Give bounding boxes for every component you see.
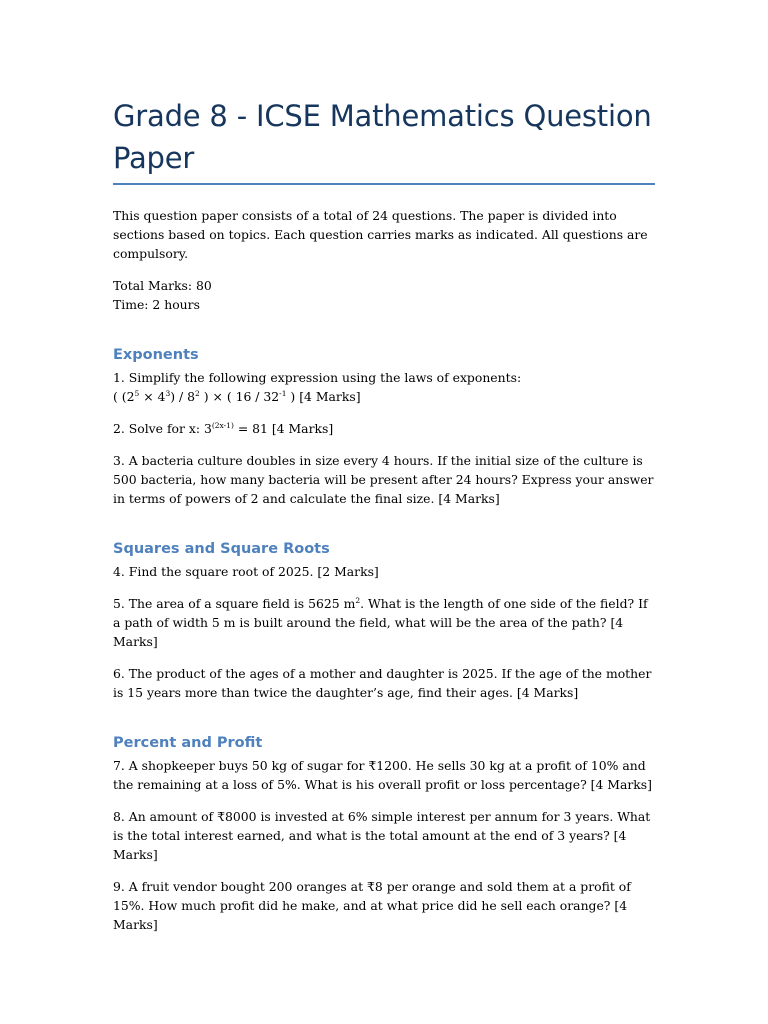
expr-part: 2. Solve for x: 3 xyxy=(113,421,212,436)
exam-info xyxy=(113,276,655,314)
question-4: 4. Find the square root of 2025. [2 Marks] xyxy=(113,564,379,579)
exponent: 5 xyxy=(134,389,140,398)
expr-part: ( (2 xyxy=(113,389,135,404)
question-3: 3. A bacteria culture doubles in size every 4 hours. If the initial size of the culture is 500 bacteria, how many bacteria will be present after 24 hours? Express your answer in terms of powers of 2 and calculate the final size. [4 Marks] xyxy=(113,453,654,506)
expr-part: 5. The area of a square field is 5625 m xyxy=(113,596,356,611)
title-divider xyxy=(113,183,655,185)
question-2 xyxy=(113,419,655,438)
time-allowed: Time: 2 hours xyxy=(113,297,200,312)
document-page xyxy=(113,0,655,934)
exponent: 2 xyxy=(195,389,200,398)
question-1-prompt: 1. Simplify the following expression using the laws of exponents: xyxy=(113,370,522,385)
question-1-expression xyxy=(113,387,655,406)
question-5 xyxy=(113,594,655,651)
exponent: -1 xyxy=(279,389,287,398)
exponent: 2 xyxy=(355,596,361,605)
section-heading-exponents: Exponents xyxy=(113,347,199,363)
exponent: 3 xyxy=(165,389,171,398)
question-1 xyxy=(113,368,655,406)
total-marks: Total Marks: 80 xyxy=(113,278,212,293)
question-9: 9. A fruit vendor bought 200 oranges at ₹8 per orange and sold them at a profit of 15%. How much profit did he make, and at what price did he sell each orange? [4 Marks] xyxy=(113,879,631,932)
question-8: 8. An amount of ₹8000 is invested at 6% simple interest per annum for 3 years. What is the total interest earned, and what is the total amount at the end of 3 years? [4 Marks] xyxy=(113,809,651,862)
question-7: 7. A shopkeeper buys 50 kg of sugar for ₹1200. He sells 30 kg at a profit of 10% and the remaining at a loss of 5%. What is his overall profit or loss percentage? [4 Marks] xyxy=(113,758,652,792)
question-6: 6. The product of the ages of a mother and daughter is 2025. If the age of the mother is 15 years more than twice the daughter’s age, find their ages. [4 Marks] xyxy=(113,666,652,700)
expr-part: ) × ( 16 / 32 xyxy=(199,389,280,404)
section-heading-percent-profit: Percent and Profit xyxy=(113,735,263,751)
expr-part: = 81 [4 Marks] xyxy=(233,421,334,436)
page-title: Grade 8 - ICSE Mathematics Question Paper xyxy=(113,99,652,175)
section-heading-squares: Squares and Square Roots xyxy=(113,541,330,557)
exponent: (2x-1) xyxy=(211,421,234,430)
intro-paragraph: This question paper consists of a total of 24 questions. The paper is divided into sections based on topics. Each question carries marks as indicated. All questions are compulsory. xyxy=(113,208,648,261)
expr-part: ) / 8 xyxy=(170,389,195,404)
expr-part: × 4 xyxy=(139,389,166,404)
expr-part: . What is the length of one side of the field? If a path of width 5 m is built around the field, what will be the area of the path? [4 Marks] xyxy=(113,596,648,649)
expr-part: ) [4 Marks] xyxy=(286,389,361,404)
